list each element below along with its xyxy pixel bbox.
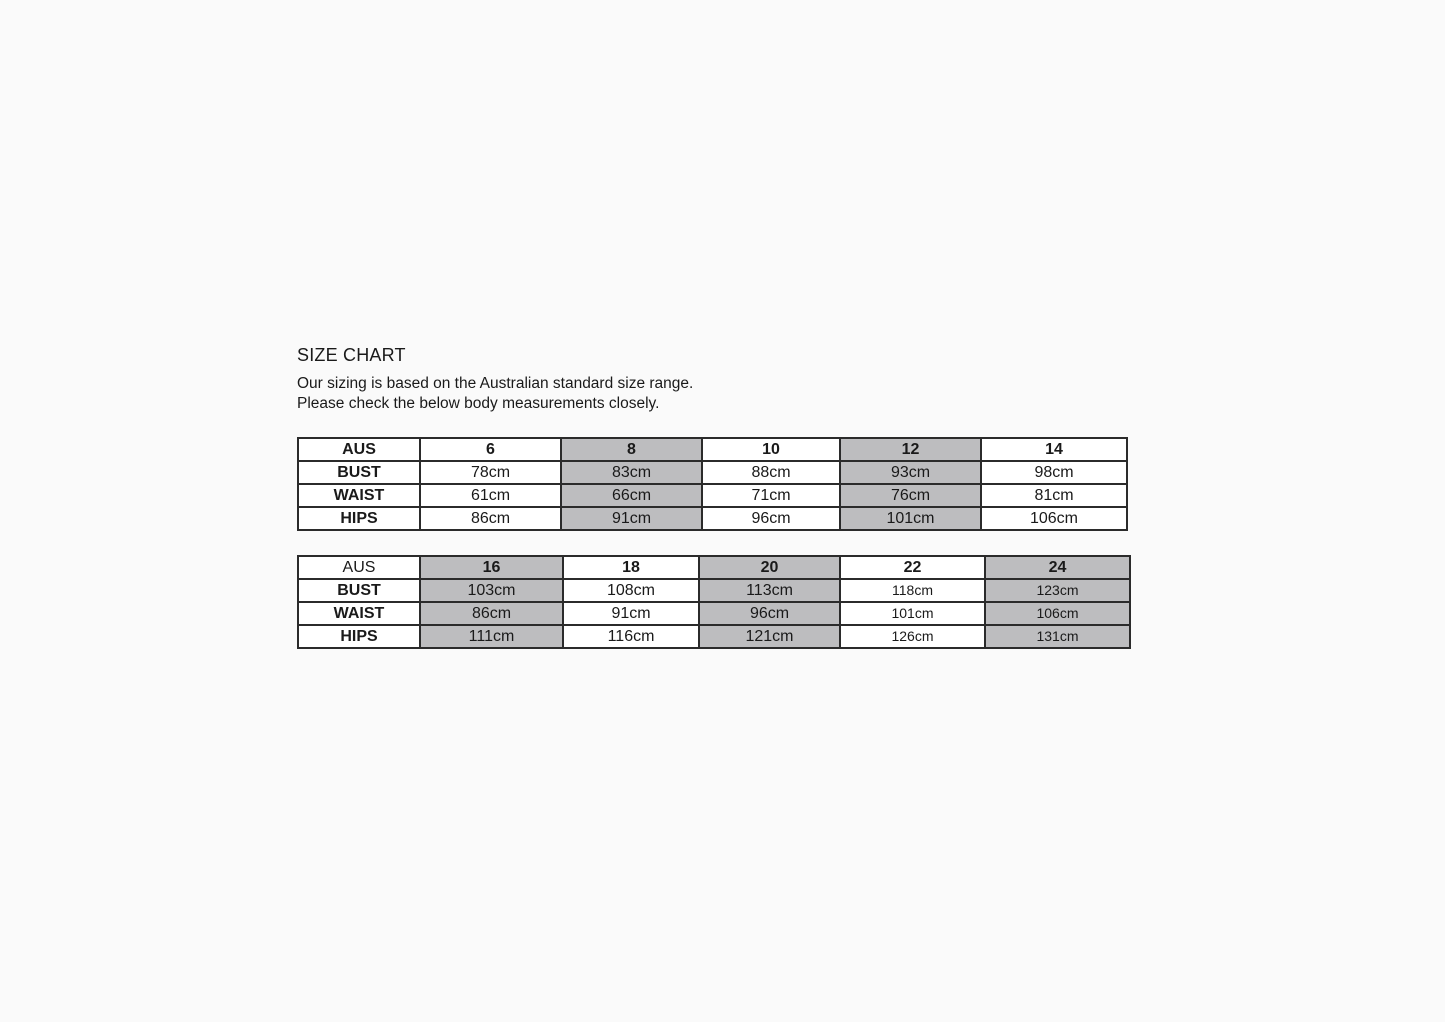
measurement-cell: 86cm	[420, 602, 563, 625]
size-cell: 8	[561, 438, 702, 461]
size-cell: 24	[985, 556, 1130, 579]
size-cell: 22	[840, 556, 985, 579]
measurement-cell: 113cm	[699, 579, 840, 602]
measurement-cell: 71cm	[702, 484, 840, 507]
size-cell: 18	[563, 556, 699, 579]
measurement-cell: 81cm	[981, 484, 1127, 507]
measurement-cell: 78cm	[420, 461, 561, 484]
measurement-cell: 101cm	[840, 602, 985, 625]
measurement-cell: 118cm	[840, 579, 985, 602]
size-cell: 10	[702, 438, 840, 461]
measurement-cell: 66cm	[561, 484, 702, 507]
measurement-row-hips	[298, 625, 1130, 648]
measurement-row-waist	[298, 602, 1130, 625]
size-cell: 14	[981, 438, 1127, 461]
size-table-2	[297, 555, 1131, 649]
measurement-cell: 111cm	[420, 625, 563, 648]
intro-text	[297, 374, 693, 414]
measurement-cell: 93cm	[840, 461, 981, 484]
measurement-cell: 88cm	[702, 461, 840, 484]
measurement-cell: 131cm	[985, 625, 1130, 648]
measurement-row-bust	[298, 461, 1127, 484]
measurement-cell: 86cm	[420, 507, 561, 530]
measurement-cell: 101cm	[840, 507, 981, 530]
row-label-bust: BUST	[298, 461, 420, 484]
measurement-cell: 108cm	[563, 579, 699, 602]
measurement-cell: 123cm	[985, 579, 1130, 602]
measurement-cell: 126cm	[840, 625, 985, 648]
size-cell: 20	[699, 556, 840, 579]
size-cell: 16	[420, 556, 563, 579]
measurement-row-hips	[298, 507, 1127, 530]
measurement-cell: 103cm	[420, 579, 563, 602]
size-header-row	[298, 438, 1127, 461]
size-cell: 6	[420, 438, 561, 461]
measurement-cell: 76cm	[840, 484, 981, 507]
measurement-cell: 98cm	[981, 461, 1127, 484]
row-label-waist: WAIST	[298, 484, 420, 507]
row-label-hips: HIPS	[298, 507, 420, 530]
intro-line: Our sizing is based on the Australian standard size range.	[297, 375, 694, 392]
measurement-cell: 121cm	[699, 625, 840, 648]
measurement-cell: 106cm	[981, 507, 1127, 530]
measurement-cell: 96cm	[699, 602, 840, 625]
measurement-cell: 106cm	[985, 602, 1130, 625]
size-header-row	[298, 556, 1130, 579]
intro-line: Please check the below body measurements closely.	[297, 395, 660, 412]
row-label-waist: WAIST	[298, 602, 420, 625]
measurement-row-bust	[298, 579, 1130, 602]
row-label-aus: AUS	[298, 556, 420, 579]
size-cell: 12	[840, 438, 981, 461]
measurement-cell: 116cm	[563, 625, 699, 648]
row-label-bust: BUST	[298, 579, 420, 602]
measurement-cell: 91cm	[561, 507, 702, 530]
row-label-hips: HIPS	[298, 625, 420, 648]
measurement-cell: 83cm	[561, 461, 702, 484]
row-label-aus: AUS	[298, 438, 420, 461]
measurement-cell: 61cm	[420, 484, 561, 507]
measurement-row-waist	[298, 484, 1127, 507]
measurement-cell: 96cm	[702, 507, 840, 530]
measurement-cell: 91cm	[563, 602, 699, 625]
page-title: SIZE CHART	[297, 345, 406, 365]
size-table-1	[297, 437, 1128, 531]
